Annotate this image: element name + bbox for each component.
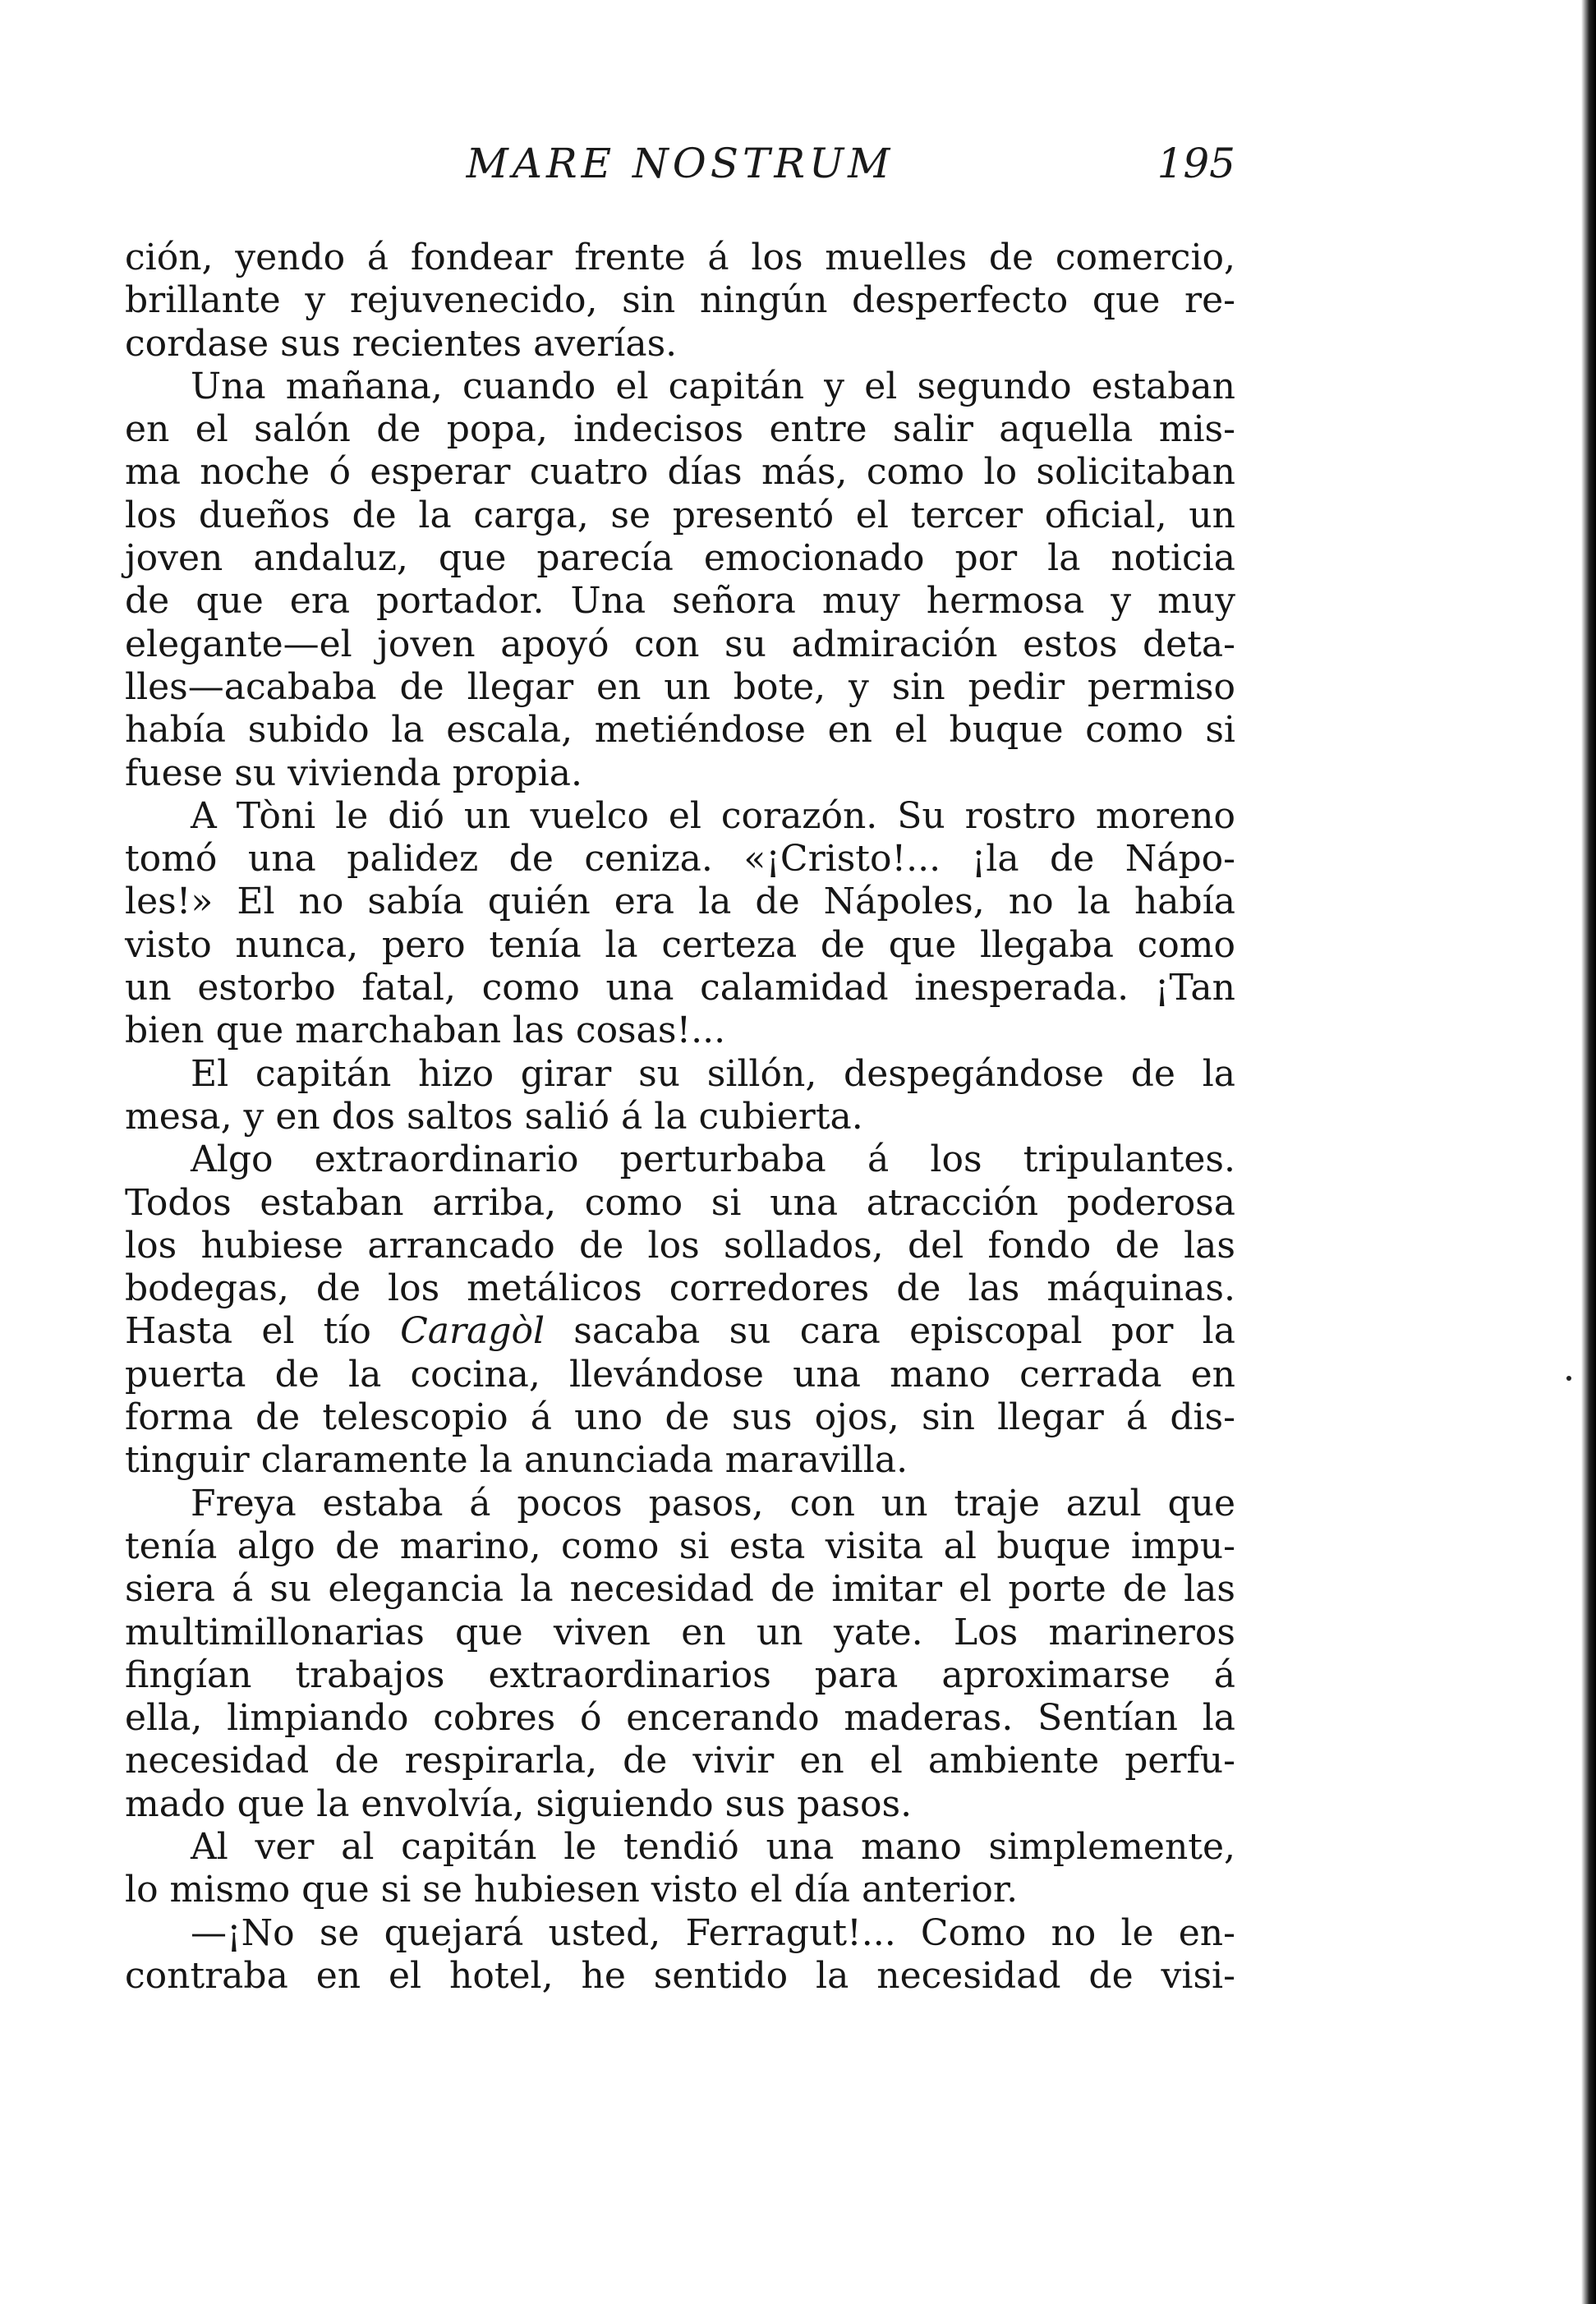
text-line: elegante—el joven apoyó con su admiración estos deta- [125, 623, 1235, 665]
text-line: Al ver al capitán le tendió una mano simplemente, [191, 1825, 1235, 1868]
paragraph [125, 1138, 1235, 1482]
paragraph [125, 1912, 1235, 1998]
text-line: ella, limpiando cobres ó encerando maderas. Sentían la [125, 1697, 1235, 1740]
paragraph [125, 1826, 1235, 1912]
text-line: Algo extraordinario perturbaba á los tripulantes. [191, 1138, 1235, 1181]
text-line: ma noche ó esperar cuatro días más, como lo solicitaban [125, 451, 1235, 494]
text-line: siera á su elegancia la necesidad de imitar el porte de las [125, 1568, 1235, 1611]
page-header [125, 140, 1235, 197]
text-line: lles—acababa de llegar en un bote, y sin pedir permiso [125, 665, 1235, 708]
text-fragment: Hasta el tío [125, 1310, 401, 1353]
text-line: Freya estaba á pocos pasos, con un traje azul que [191, 1482, 1235, 1525]
text-line: mado que la envolvía, siguiendo sus pasos. [125, 1782, 913, 1825]
text-line: puerta de la cocina, llevándose una mano cerrada en [125, 1353, 1235, 1396]
text-line: tinguir claramente la anunciada maravilla. [125, 1439, 908, 1482]
text-fragment: sacaba su cara episcopal por la [545, 1310, 1235, 1353]
italic-name: Caragòl [400, 1310, 545, 1353]
text-line-with-name [125, 1310, 1235, 1353]
text-line: Todos estaban arriba, como si una atracción poderosa [125, 1181, 1235, 1224]
text-line: —¡No se quejará usted, Ferragut!... Como no le en- [191, 1911, 1235, 1954]
text-line: joven andaluz, que parecía emocionado por la noticia [125, 537, 1235, 580]
text-line: cordase sus recientes averías. [125, 322, 678, 365]
text-line: fingían trabajos extraordinarios para aproximarse á [125, 1653, 1235, 1696]
page-edge-shadow [1581, 0, 1596, 2304]
text-line: multimillonarias que viven en un yate. Los marineros [125, 1611, 1235, 1653]
body-text [125, 237, 1235, 1998]
text-line: brillante y rejuvenecido, sin ningún desperfecto que re- [125, 279, 1235, 322]
text-line: mesa, y en dos saltos salió á la cubierta. [125, 1095, 863, 1138]
paragraph [125, 795, 1235, 1053]
page-number: 195 [1157, 140, 1235, 187]
paragraph [125, 1053, 1235, 1139]
scan-speck [1566, 1376, 1571, 1381]
text-line: visto nunca, pero tenía la certeza de que llegaba como [125, 923, 1235, 966]
text-line: bien que marchaban las cosas!... [125, 1009, 726, 1052]
text-line: los dueños de la carga, se presentó el tercer oficial, un [125, 494, 1235, 536]
text-line: bodegas, de los metálicos corredores de las máquinas. [125, 1267, 1235, 1310]
text-line: un estorbo fatal, como una calamidad inesperada. ¡Tan [125, 967, 1235, 1009]
text-line: forma de telescopio á uno de sus ojos, sin llegar á dis- [125, 1396, 1235, 1439]
text-line: de que era portador. Una señora muy hermosa y muy [125, 580, 1235, 623]
paragraph [125, 1483, 1235, 1826]
text-line: Una mañana, cuando el capitán y el segundo estaban [191, 365, 1235, 407]
paragraph [125, 237, 1235, 366]
text-line: en el salón de popa, indecisos entre salir aquella mis- [125, 408, 1235, 451]
text-line: A Tòni le dió un vuelco el corazón. Su rostro moreno [191, 794, 1235, 837]
text-line: había subido la escala, metiéndose en el buque como si [125, 709, 1235, 752]
text-line: fuese su vivienda propia. [125, 752, 582, 794]
text-line: necesidad de respirarla, de vivir en el ambiente perfu- [125, 1740, 1235, 1782]
text-line: tenía algo de marino, como si esta visita al buque impu- [125, 1525, 1235, 1567]
text-line: El capitán hizo girar su sillón, despegándose de la [191, 1052, 1235, 1095]
text-line: contraba en el hotel, he sentido la necesidad de visi- [125, 1954, 1235, 1997]
text-line: les!» El no sabía quién era la de Nápoles, no la había [125, 881, 1235, 923]
paragraph [125, 366, 1235, 795]
text-line: ción, yendo á fondear frente á los muelles de comercio, [125, 237, 1235, 278]
text-line: los hubiese arrancado de los sollados, del fondo de las [125, 1224, 1235, 1267]
text-line: lo mismo que si se hubiesen visto el día anterior. [125, 1869, 1019, 1911]
text-line: tomó una palidez de ceniza. «¡Cristo!... ¡la de Nápo- [125, 838, 1235, 881]
running-title: MARE NOSTRUM [466, 140, 895, 187]
